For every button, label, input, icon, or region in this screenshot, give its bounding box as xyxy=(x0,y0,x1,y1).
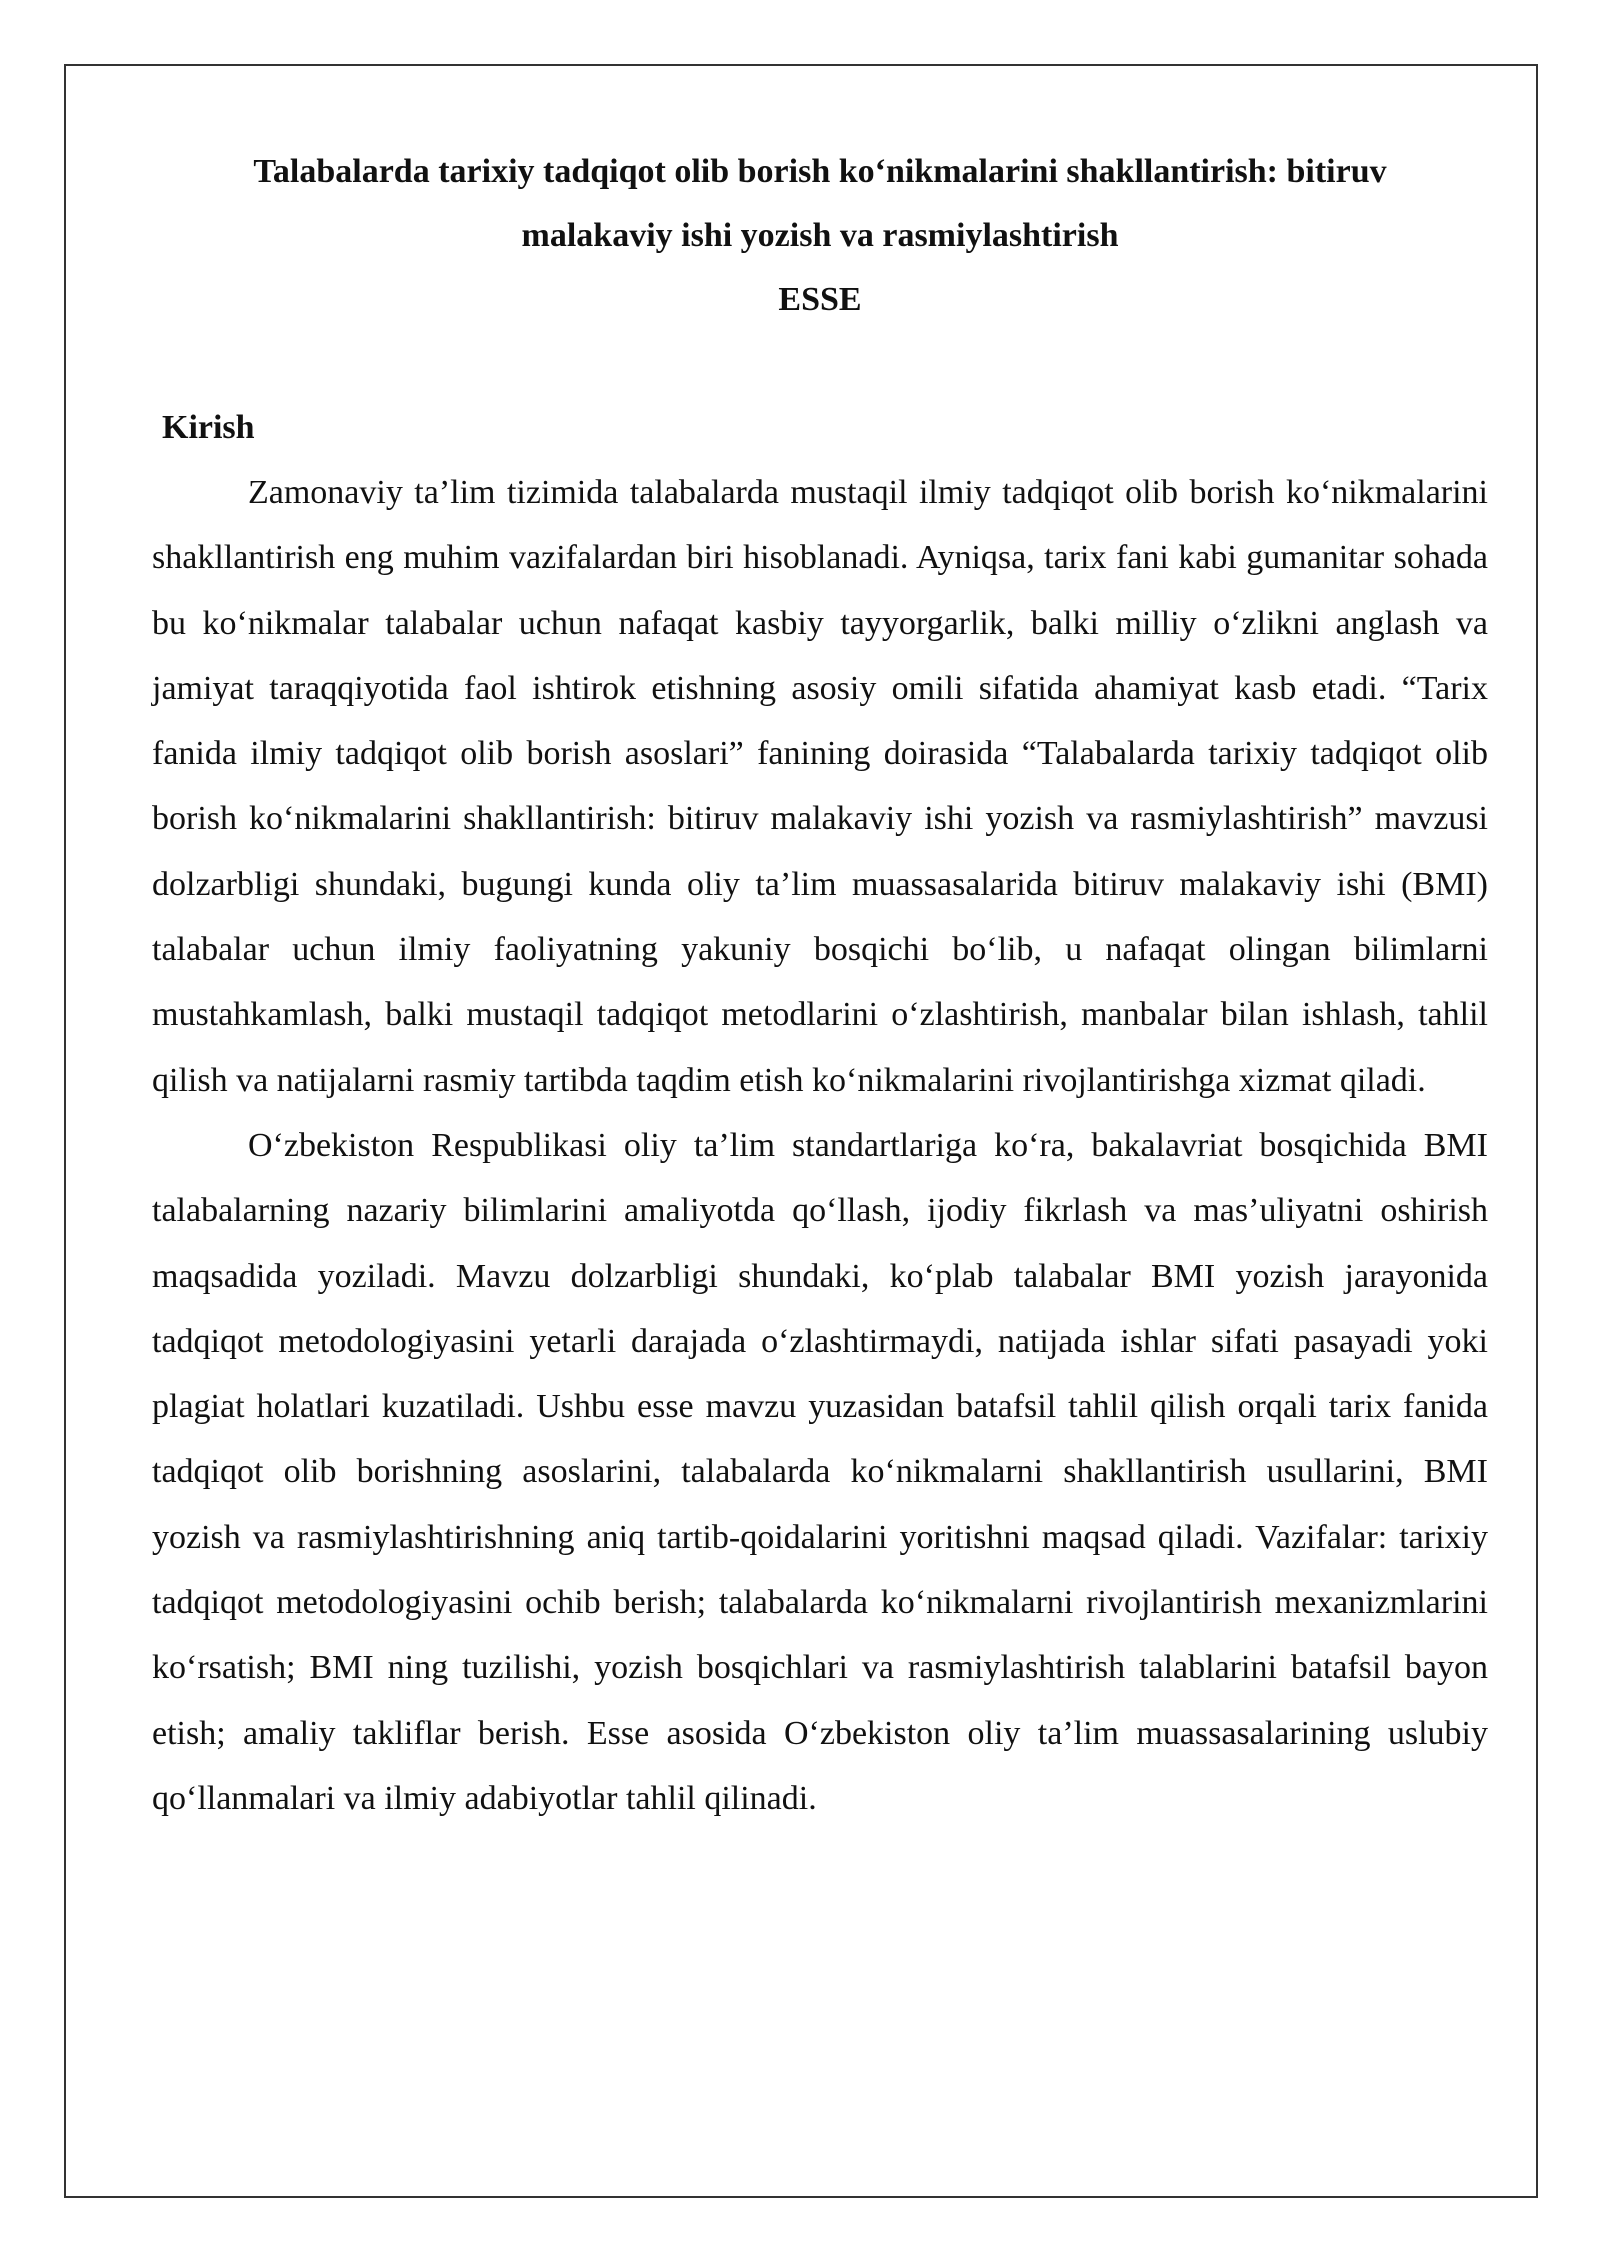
section-heading-kirish: Kirish xyxy=(162,409,255,446)
document-title xyxy=(152,140,1488,268)
paragraph-1: Zamonaviy ta’lim tizimida talabalarda mustaqil ilmiy tadqiqot olib borish ko‘nikmalarini shakllantirish eng muhim vazifalardan biri hisoblanadi. Ayniqsa, tarix fani kabi gumanitar sohada bu ko‘nikmalar talabalar uchun nafaqat kasbiy tayyorgarlik, balki milliy o‘zlikni anglash va jamiyat taraqqiyotida faol ishtirok etishning asosiy omili sifatida ahamiyat kasb etadi. “Tarix fanida ilmiy tadqiqot olib borish asoslari” fanining doirasida “Talabalarda tarixiy tadqiqot olib borish ko‘nikmalarini shakllantirish: bitiruv malakaviy ishi yozish va rasmiylashtirish” mavzusi dolzarbligi shundaki, bugungi kunda oliy ta’lim muassasalarida bitiruv malakaviy ishi (BMI) talabalar uchun ilmiy faoliyatning yakuniy bosqichi bo‘lib, u nafaqat olingan bilimlarni mustahkamlash, balki mustaqil tadqiqot metodlarini o‘zlashtirish, manbalar bilan ishlash, tahlil qilish va natijalarni rasmiy tartibda taqdim etish ko‘nikmalarini rivojlantirishga xizmat qiladi. xyxy=(152,474,1488,1099)
title-line-1: Talabalarda tarixiy tadqiqot olib borish ko‘nikmalarini shakllantirish: bitiruv xyxy=(253,153,1387,190)
document-subtitle: ESSE xyxy=(778,281,862,318)
document-body xyxy=(152,140,1488,1831)
paragraph-2: O‘zbekiston Respublikasi oliy ta’lim standartlariga ko‘ra, bakalavriat bosqichida BMI talabalarning nazariy bilimlarini amaliyotda qo‘llash, ijodiy fikrlash va mas’uliyatni oshirish maqsadida yoziladi. Mavzu dolzarbligi shundaki, ko‘plab talabalar BMI yozish jarayonida tadqiqot metodologiyasini yetarli darajada o‘zlashtirmaydi, natijada ishlar sifati pasayadi yoki plagiat holatlari kuzatiladi. Ushbu esse mavzu yuzasidan batafsil tahlil qilish orqali tarix fanida tadqiqot olib borishning asoslarini, talabalarda ko‘nikmalarni shakllantirish usullarini, BMI yozish va rasmiylashtirishning aniq tartib-qoidalarini yoritishni maqsad qiladi. Vazifalar: tarixiy tadqiqot metodologiyasini ochib berish; talabalarda ko‘nikmalarni rivojlantirish mexanizmlarini ko‘rsatish; BMI ning tuzilishi, yozish bosqichlari va rasmiylashtirish talablarini batafsil bayon etish; amaliy takliflar berish. Esse asosida O‘zbekiston oliy ta’lim muassasalarining uslubiy qo‘llanmalari va ilmiy adabiyotlar tahlil qilinadi. xyxy=(152,1126,1488,1817)
title-line-2: malakaviy ishi yozish va rasmiylashtirish xyxy=(521,217,1119,254)
